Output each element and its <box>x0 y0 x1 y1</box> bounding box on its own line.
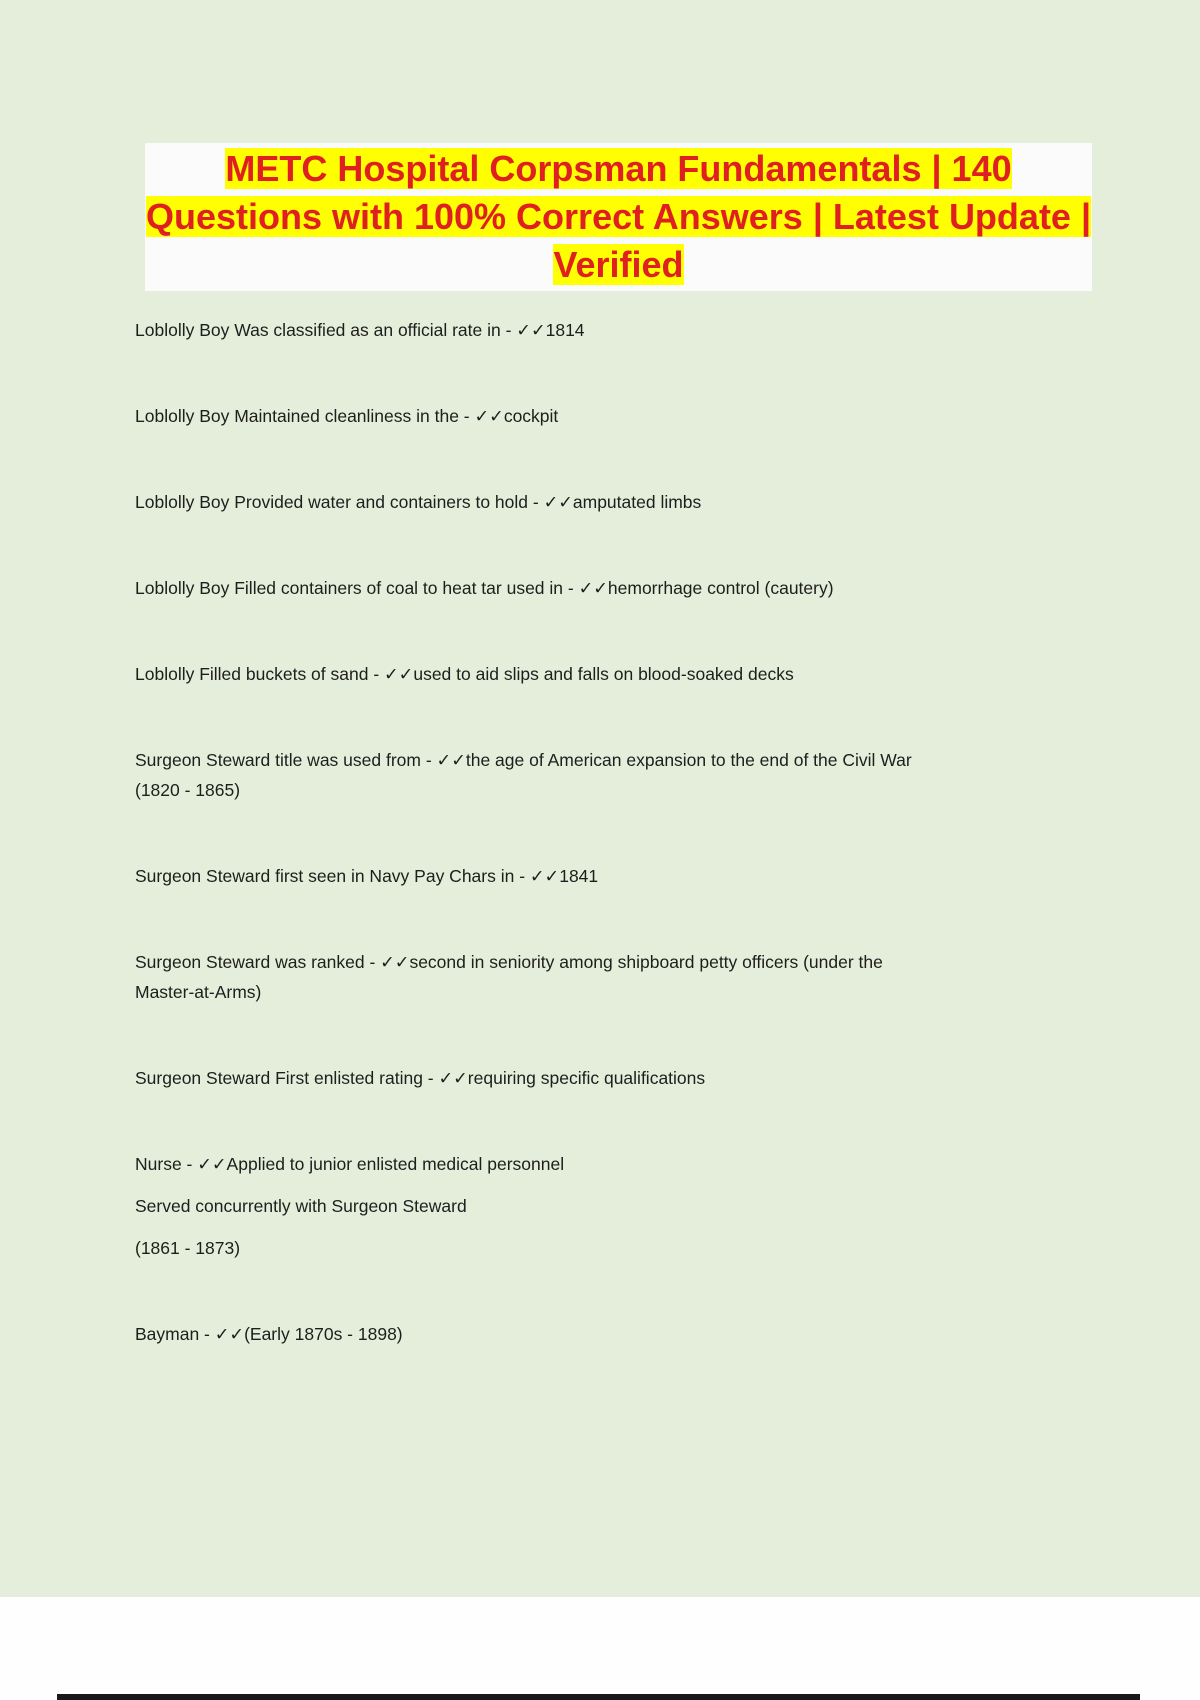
qa-entry <box>135 401 1075 431</box>
qa-paragraph <box>135 1063 1075 1093</box>
page-title <box>145 145 1092 289</box>
qa-entry <box>135 745 1075 805</box>
qa-entry <box>135 861 1075 891</box>
qa-paragraph <box>135 659 1075 689</box>
qa-line: Served concurrently with Surgeon Steward <box>135 1196 467 1216</box>
qa-entry <box>135 947 1075 1007</box>
qa-line: Surgeon Steward First enlisted rating - ✓✓requiring specific qualifications <box>135 1068 706 1088</box>
qa-paragraph <box>135 1233 1075 1263</box>
title-block <box>145 143 1092 291</box>
qa-line: Master-at-Arms) <box>135 982 262 1002</box>
qa-line: Loblolly Filled buckets of sand - ✓✓used to aid slips and falls on blood-soaked decks <box>135 664 794 684</box>
qa-paragraph <box>135 315 1075 345</box>
qa-line: Surgeon Steward first seen in Navy Pay Chars in - ✓✓1841 <box>135 866 599 886</box>
qa-paragraph <box>135 1191 1075 1221</box>
qa-entry <box>135 1063 1075 1093</box>
qa-line: (1861 - 1873) <box>135 1238 241 1258</box>
qa-entry <box>135 487 1075 517</box>
qa-line: Loblolly Boy Filled containers of coal to heat tar used in - ✓✓hemorrhage control (cautery) <box>135 578 834 598</box>
qa-paragraph <box>135 487 1075 517</box>
qa-paragraph <box>135 745 1075 805</box>
qa-paragraph <box>135 1149 1075 1179</box>
qa-entry <box>135 315 1075 345</box>
qa-paragraph <box>135 947 1075 1007</box>
qa-line: Loblolly Boy Provided water and containers to hold - ✓✓amputated limbs <box>135 492 702 512</box>
qa-entry <box>135 1149 1075 1263</box>
qa-entry <box>135 573 1075 603</box>
qa-line: Surgeon Steward title was used from - ✓✓the age of American expansion to the end of the Civil War <box>135 750 912 770</box>
page-footer-strip <box>0 1597 1200 1700</box>
qa-line: Loblolly Boy Was classified as an official rate in - ✓✓1814 <box>135 320 585 340</box>
qa-line: (1820 - 1865) <box>135 780 241 800</box>
qa-entry <box>135 659 1075 689</box>
page-separator-bar <box>57 1694 1140 1700</box>
qa-paragraph <box>135 401 1075 431</box>
qa-line: Loblolly Boy Maintained cleanliness in the - ✓✓cockpit <box>135 406 559 426</box>
page-title-highlight: METC Hospital Corpsman Fundamentals | 140 Questions with 100% Correct Answers | Latest Update | Verified <box>145 148 1092 285</box>
qa-list <box>135 315 1075 1349</box>
qa-line: Nurse - ✓✓Applied to junior enlisted medical personnel <box>135 1154 565 1174</box>
qa-paragraph <box>135 573 1075 603</box>
qa-line: Surgeon Steward was ranked - ✓✓second in seniority among shipboard petty officers (under the <box>135 952 883 972</box>
qa-line: Bayman - ✓✓(Early 1870s - 1898) <box>135 1324 403 1344</box>
qa-entry <box>135 1319 1075 1349</box>
qa-paragraph <box>135 1319 1075 1349</box>
qa-paragraph <box>135 861 1075 891</box>
